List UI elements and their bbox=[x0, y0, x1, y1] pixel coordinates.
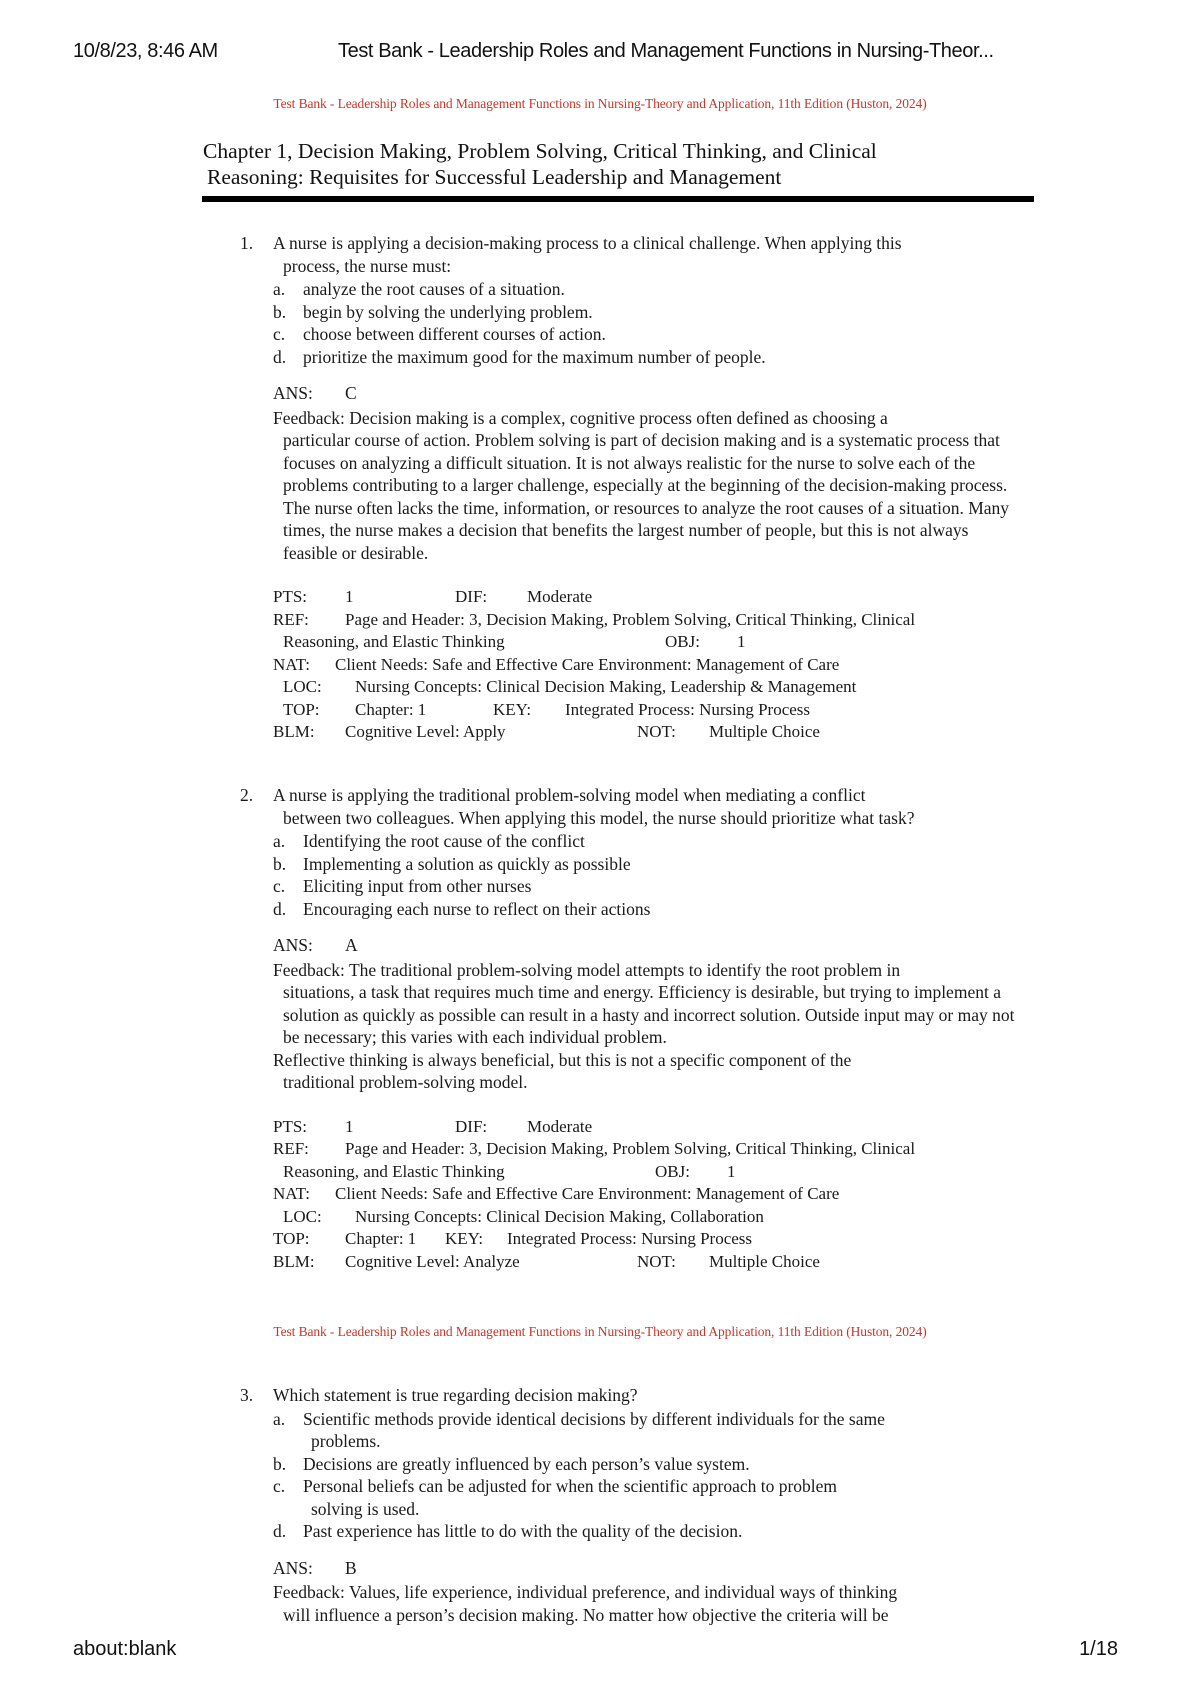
not-value: Multiple Choice bbox=[709, 1251, 820, 1271]
answer-label: ANS: bbox=[273, 1557, 313, 1578]
obj-value: 1 bbox=[737, 632, 746, 651]
choice-text: choose between different courses of action. bbox=[303, 324, 606, 344]
feedback-first-line: Feedback: The traditional problem-solving model attempts to identify the root problem in bbox=[273, 959, 901, 980]
question-stem bbox=[240, 232, 1020, 277]
question-number: 2. bbox=[240, 785, 254, 805]
pts-label: PTS: bbox=[273, 1116, 308, 1136]
feedback bbox=[240, 407, 1020, 565]
print-url: about:blank bbox=[73, 1638, 177, 1660]
choice-a bbox=[273, 830, 1020, 853]
question-stem bbox=[240, 1384, 1020, 1407]
feedback bbox=[240, 959, 1020, 1094]
answer-value: B bbox=[345, 1557, 357, 1578]
choice-letter: c. bbox=[273, 876, 286, 896]
answer-choices bbox=[240, 278, 1020, 368]
top-value: Chapter: 1 bbox=[355, 699, 427, 719]
top-label: TOP: bbox=[283, 699, 320, 719]
nat-value: Client Needs: Safe and Effective Care Environment: Management of Care bbox=[335, 654, 840, 674]
ref-value-cont: Reasoning, and Elastic Thinking bbox=[283, 1161, 505, 1181]
stem-line: process, the nurse must: bbox=[283, 255, 452, 276]
dif-label: DIF: bbox=[455, 587, 488, 606]
choice-letter: c. bbox=[273, 1476, 286, 1496]
nat-label: NAT: bbox=[273, 654, 310, 674]
choice-letter: b. bbox=[273, 301, 287, 322]
not-value: Multiple Choice bbox=[709, 722, 820, 741]
chapter-title bbox=[203, 138, 1043, 190]
choice-letter: a. bbox=[273, 831, 286, 851]
stem-line: between two colleagues. When applying this model, the nurse should prioritize what task? bbox=[283, 807, 915, 828]
choice-d bbox=[273, 346, 1020, 369]
obj-label: OBJ: bbox=[665, 632, 700, 651]
obj-value: 1 bbox=[727, 1161, 736, 1181]
choice-text: prioritize the maximum good for the maximum number of people. bbox=[303, 346, 766, 367]
loc-value: Nursing Concepts: Clinical Decision Making, Collaboration bbox=[355, 1206, 764, 1226]
choice-text-cont: solving is used. bbox=[311, 1498, 420, 1519]
dif-label: DIF: bbox=[455, 1116, 488, 1136]
question-3 bbox=[240, 1384, 1020, 1626]
key-label: KEY: bbox=[493, 699, 532, 719]
choice-d bbox=[273, 898, 1020, 921]
ref-label: REF: bbox=[273, 1139, 309, 1158]
nat-label: NAT: bbox=[273, 1184, 310, 1203]
choice-letter: d. bbox=[273, 898, 287, 919]
running-header: Test Bank - Leadership Roles and Management Functions in Nursing-Theory and Application, 11th Edition (Huston, 2024) bbox=[273, 96, 927, 111]
not-label: NOT: bbox=[637, 722, 676, 741]
ref-label: REF: bbox=[273, 609, 309, 629]
question-metadata bbox=[240, 586, 1020, 744]
question-stem bbox=[240, 784, 1020, 829]
feedback-first-line: Feedback: Values, life experience, individual preference, and individual ways of thinking bbox=[273, 1582, 898, 1602]
blm-value: Cognitive Level: Analyze bbox=[345, 1251, 520, 1271]
obj-label: OBJ: bbox=[655, 1161, 690, 1181]
choice-text: Past experience has little to do with the quality of the decision. bbox=[303, 1521, 743, 1541]
choice-letter: b. bbox=[273, 853, 287, 874]
answer-choices bbox=[240, 830, 1020, 920]
choice-letter: a. bbox=[273, 1408, 286, 1429]
choice-letter: d. bbox=[273, 1521, 287, 1541]
choice-c bbox=[273, 875, 1020, 898]
feedback-line: Reflective thinking is always beneficial, but this is not a specific component of the bbox=[273, 1049, 852, 1070]
answer-line bbox=[240, 1557, 1020, 1580]
nat-value: Client Needs: Safe and Effective Care Environment: Management of Care bbox=[335, 1184, 840, 1203]
blm-label: BLM: bbox=[273, 722, 315, 741]
choice-text: Identifying the root cause of the conflict bbox=[303, 831, 585, 851]
choice-text: Implementing a solution as quickly as possible bbox=[303, 853, 631, 874]
answer-label: ANS: bbox=[273, 383, 313, 403]
question-number: 1. bbox=[240, 233, 254, 253]
answer-value: C bbox=[345, 383, 357, 403]
stem-line: A nurse is applying the traditional problem-solving model when mediating a conflict bbox=[273, 785, 866, 805]
choice-letter: b. bbox=[273, 1453, 287, 1474]
feedback-first-line: Feedback: Decision making is a complex, cognitive process often defined as choosing a bbox=[273, 407, 888, 428]
ref-value: Page and Header: 3, Decision Making, Problem Solving, Critical Thinking, Clinical bbox=[345, 609, 916, 629]
running-header-2: Test Bank - Leadership Roles and Management Functions in Nursing-Theory and Application, 11th Edition (Huston, 2024) bbox=[273, 1324, 927, 1339]
dif-value: Moderate bbox=[527, 587, 593, 606]
print-datetime: 10/8/23, 8:46 AM bbox=[73, 40, 218, 62]
choice-a bbox=[273, 1408, 1020, 1453]
question-1 bbox=[240, 232, 1020, 744]
choice-b bbox=[273, 301, 1020, 324]
print-footer bbox=[73, 1638, 1118, 1668]
answer-value: A bbox=[345, 935, 358, 955]
choice-letter: c. bbox=[273, 324, 286, 344]
loc-value: Nursing Concepts: Clinical Decision Making, Leadership & Management bbox=[355, 677, 857, 696]
choice-text: Decisions are greatly influenced by each person’s value system. bbox=[303, 1453, 750, 1474]
choice-text: Scientific methods provide identical decisions by different individuals for the same bbox=[303, 1408, 885, 1429]
print-tab-title: Test Bank - Leadership Roles and Management Functions in Nursing-Theor... bbox=[338, 40, 994, 62]
ref-value: Page and Header: 3, Decision Making, Problem Solving, Critical Thinking, Clinical bbox=[345, 1139, 916, 1158]
choice-text: begin by solving the underlying problem. bbox=[303, 301, 593, 322]
question-metadata bbox=[240, 1116, 1020, 1274]
pts-label: PTS: bbox=[273, 587, 308, 606]
blm-value: Cognitive Level: Apply bbox=[345, 722, 506, 741]
ref-value-cont: Reasoning, and Elastic Thinking bbox=[283, 632, 505, 651]
print-header bbox=[73, 40, 1140, 70]
pts-value: 1 bbox=[345, 587, 354, 606]
answer-label: ANS: bbox=[273, 935, 313, 955]
choice-b bbox=[273, 1453, 1020, 1476]
choice-c bbox=[273, 323, 1020, 346]
blm-label: BLM: bbox=[273, 1251, 315, 1271]
choice-letter: a. bbox=[273, 279, 286, 299]
choice-text: Personal beliefs can be adjusted for when the scientific approach to problem bbox=[303, 1476, 838, 1496]
feedback-body: situations, a task that requires much time and energy. Efficiency is desirable, but trying to implement a solution as quickly as possible can result in a hasty and incorrect solution. Outside input may or may not be necessary; this varies with each individual problem. bbox=[283, 982, 1015, 1047]
choice-b bbox=[273, 853, 1020, 876]
choice-text: Eliciting input from other nurses bbox=[303, 876, 532, 896]
dif-value: Moderate bbox=[527, 1116, 593, 1136]
feedback-body: will influence a person’s decision making. No matter how objective the criteria will be bbox=[283, 1604, 889, 1625]
stem-line: A nurse is applying a decision-making process to a clinical challenge. When applying this bbox=[273, 233, 902, 253]
feedback bbox=[240, 1581, 1020, 1626]
chapter-title-line1: Chapter 1, Decision Making, Problem Solving, Critical Thinking, and Clinical bbox=[203, 139, 877, 163]
choice-letter: d. bbox=[273, 346, 287, 367]
choice-a bbox=[273, 278, 1020, 301]
choice-text: Encouraging each nurse to reflect on their actions bbox=[303, 898, 651, 919]
choice-text: analyze the root causes of a situation. bbox=[303, 279, 565, 299]
question-2 bbox=[240, 784, 1020, 1273]
answer-line bbox=[240, 934, 1020, 957]
loc-label: LOC: bbox=[283, 677, 322, 696]
top-value: Chapter: 1 bbox=[345, 1229, 417, 1248]
choice-c bbox=[273, 1475, 1020, 1520]
key-value: Integrated Process: Nursing Process bbox=[507, 1229, 753, 1248]
key-label: KEY: bbox=[445, 1229, 484, 1248]
feedback-body: particular course of action. Problem solving is part of decision making and is a systematic process that focuses on analyzing a difficult situation. It is not always realistic for the nurse to solve each of the problems contributing to a larger challenge, especially at the beginning of the decision-making process. The nurse often lacks the time, information, or resources to analyze the root causes of a situation. Many times, the nurse makes a decision that benefits the largest number of people, but this is not always feasible or desirable. bbox=[283, 430, 1010, 563]
choice-d bbox=[273, 1520, 1020, 1543]
pts-value: 1 bbox=[345, 1116, 354, 1136]
page-indicator: 1/18 bbox=[1079, 1638, 1118, 1660]
answer-choices bbox=[240, 1408, 1020, 1543]
key-value: Integrated Process: Nursing Process bbox=[565, 699, 811, 719]
feedback-line: traditional problem-solving model. bbox=[283, 1072, 528, 1092]
stem-line: Which statement is true regarding decision making? bbox=[273, 1385, 638, 1405]
question-number: 3. bbox=[240, 1385, 254, 1405]
answer-line bbox=[240, 382, 1020, 405]
not-label: NOT: bbox=[637, 1251, 676, 1271]
chapter-title-line2: Reasoning: Requisites for Successful Leadership and Management bbox=[207, 165, 782, 189]
top-label: TOP: bbox=[273, 1229, 310, 1248]
loc-label: LOC: bbox=[283, 1206, 322, 1226]
title-divider bbox=[202, 196, 1034, 202]
choice-text-cont: problems. bbox=[311, 1431, 381, 1451]
